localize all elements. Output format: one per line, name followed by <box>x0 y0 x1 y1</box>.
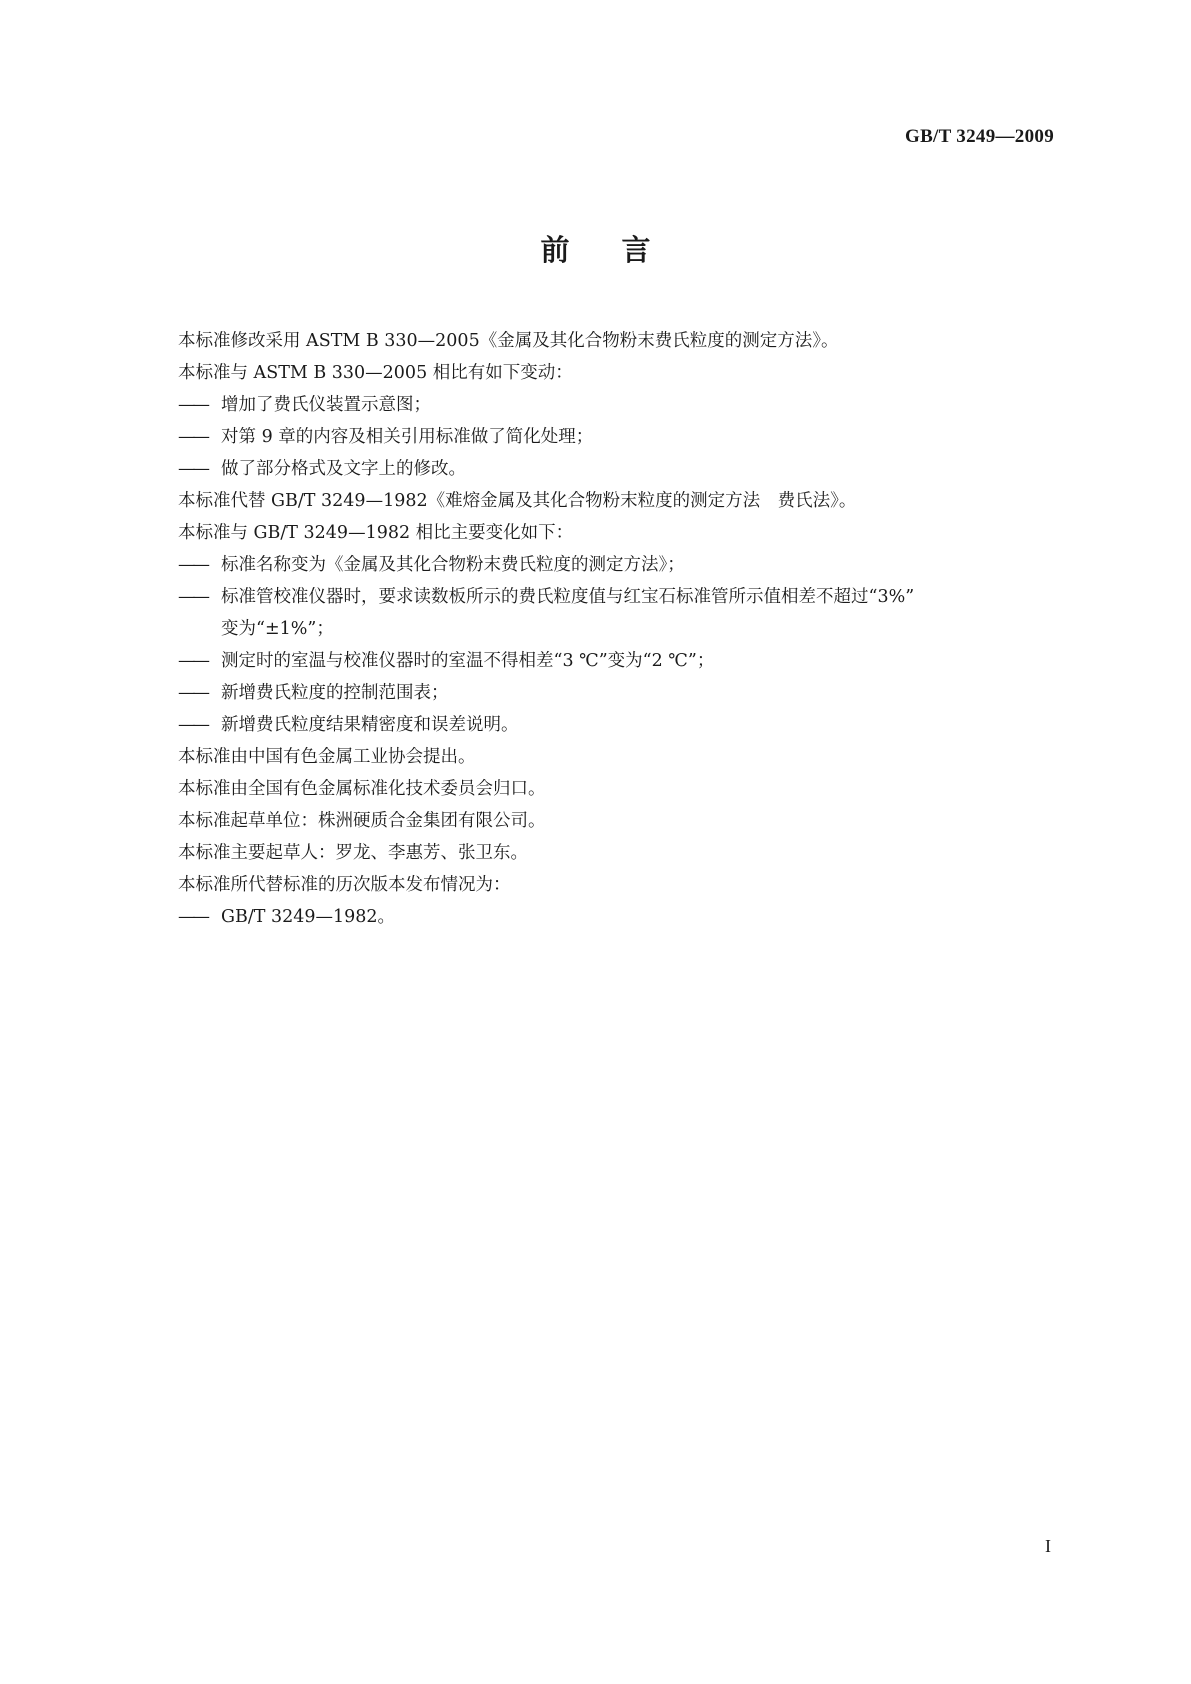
list-item <box>178 901 1078 933</box>
foreword-body <box>178 325 1078 933</box>
list-dash: —— <box>178 587 207 607</box>
page-number: I <box>1045 1536 1051 1556</box>
list-item-text: 测定时的室温与校准仪器时的室温不得相差“3 ℃”变为“2 ℃”； <box>221 651 715 671</box>
list-item-text: 新增费氏粒度结果精密度和误差说明。 <box>221 715 519 735</box>
list-item-text: 标准名称变为《金属及其化合物粉末费氏粒度的测定方法》； <box>221 555 685 575</box>
list-dash: —— <box>178 555 207 575</box>
list-item-text: 增加了费氏仪装置示意图； <box>221 395 431 415</box>
list-item-text: 做了部分格式及文字上的修改。 <box>221 459 466 479</box>
body-line <box>178 837 1078 869</box>
page-title: 前言 <box>540 233 703 267</box>
list-item <box>178 389 1078 421</box>
list-item-text: GB/T 3249—1982。 <box>221 907 396 927</box>
body-line-text: 本标准与 GB/T 3249—1982 相比主要变化如下： <box>178 523 574 543</box>
body-line-text: 本标准起草单位：株洲硬质合金集团有限公司。 <box>178 811 546 831</box>
list-item <box>178 645 1078 677</box>
list-item-text: 对第 9 章的内容及相关引用标准做了简化处理； <box>221 427 594 447</box>
list-dash: —— <box>178 395 207 415</box>
body-line-text: 本标准代替 GB/T 3249—1982《难熔金属及其化合物粉末粒度的测定方法 费氏法》。 <box>178 491 857 511</box>
body-line-text: 本标准主要起草人：罗龙、李惠芳、张卫东。 <box>178 843 528 863</box>
body-line-text: 本标准与 ASTM B 330—2005 相比有如下变动： <box>178 363 573 383</box>
list-item <box>178 421 1078 453</box>
list-item <box>178 581 1078 613</box>
list-dash: —— <box>178 683 207 703</box>
body-line <box>178 741 1078 773</box>
list-item <box>178 549 1078 581</box>
standard-code: GB/T 3249—2009 <box>904 126 1054 147</box>
list-item <box>178 709 1078 741</box>
list-dash: —— <box>178 459 207 479</box>
body-line <box>178 357 1078 389</box>
body-line <box>178 485 1078 517</box>
body-line <box>178 869 1078 901</box>
body-line <box>178 325 1078 357</box>
list-item <box>178 453 1078 485</box>
list-item-text: 标准管校准仪器时，要求读数板所示的费氏粒度值与红宝石标准管所示值相差不超过“3%” <box>221 587 915 607</box>
body-line <box>178 805 1078 837</box>
body-line-text: 本标准修改采用 ASTM B 330—2005《金属及其化合物粉末费氏粒度的测定方法》。 <box>178 331 839 351</box>
body-line-text: 本标准由全国有色金属标准化技术委员会归口。 <box>178 779 546 799</box>
list-dash: —— <box>178 651 207 671</box>
body-line <box>178 773 1078 805</box>
list-dash: —— <box>178 907 207 927</box>
list-item-text: 变为“±1%”； <box>221 619 334 639</box>
list-item-continuation <box>178 613 1078 645</box>
body-line-text: 本标准所代替标准的历次版本发布情况为： <box>178 875 511 895</box>
list-dash: —— <box>178 427 207 447</box>
list-item-text: 新增费氏粒度的控制范围表； <box>221 683 449 703</box>
list-dash: —— <box>178 715 207 735</box>
body-line-text: 本标准由中国有色金属工业协会提出。 <box>178 747 476 767</box>
body-line <box>178 517 1078 549</box>
list-item <box>178 677 1078 709</box>
